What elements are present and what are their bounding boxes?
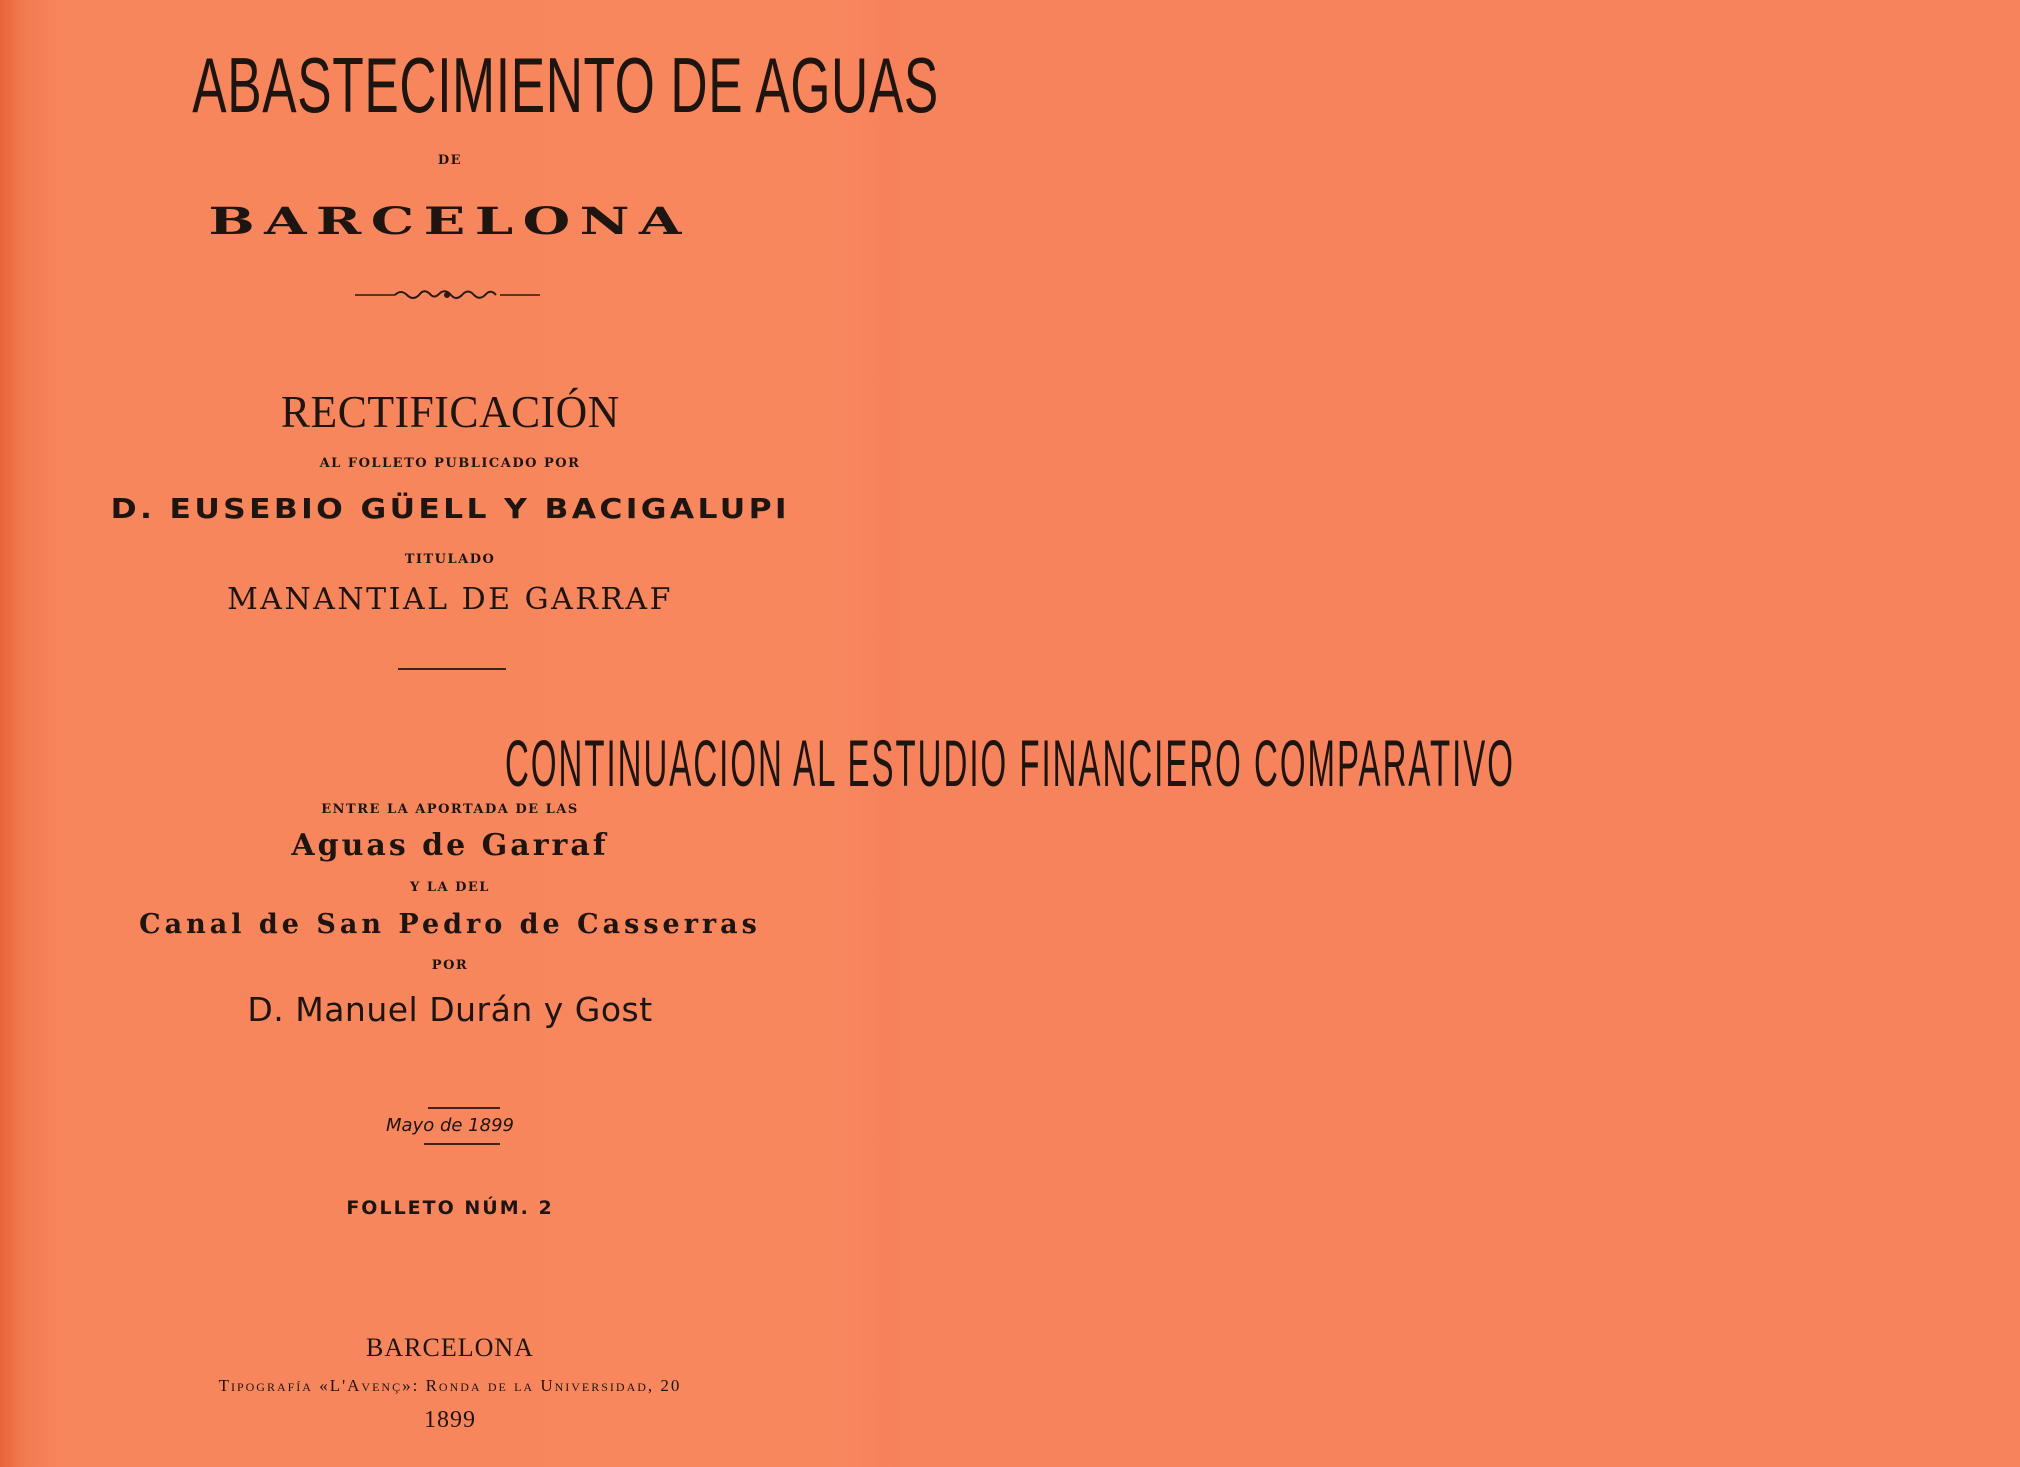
- ornament-divider-icon: [355, 286, 540, 304]
- imprint-printer: Tipografía «L'Avenç»: Ronda de la Universidad, 20: [218, 1376, 682, 1395]
- imprint-city: BARCELONA: [366, 1333, 534, 1362]
- imprint-year: 1899: [424, 1407, 476, 1433]
- continuation-title: [0, 723, 1515, 803]
- folleto-number: FOLLETO NÚM. 2: [346, 1197, 554, 1219]
- original-author-text: D. EUSEBIO GÜELL Y BACIGALUPI: [110, 492, 790, 525]
- de-label: DE: [437, 153, 463, 168]
- original-author: [0, 489, 900, 529]
- city-title-text: BARCELONA: [208, 199, 692, 244]
- divider-rule: [398, 668, 506, 670]
- publication-date: Mayo de 1899: [386, 1115, 514, 1136]
- aguas-de-garraf: Aguas de Garraf: [291, 828, 609, 863]
- main-title-text: ABASTECIMIENTO DE AGUAS: [192, 41, 939, 129]
- city-title: [0, 192, 900, 252]
- heading-text: RECTIFICACIÓN: [280, 386, 620, 437]
- heading-rectificacion: [0, 385, 900, 439]
- entre-label: ENTRE LA APORTADA DE LAS: [321, 802, 579, 817]
- main-title: [0, 40, 939, 130]
- date-rule-top: [428, 1107, 500, 1109]
- y-la-del-label: Y LA DEL: [410, 880, 490, 895]
- al-folleto-label: AL FOLLETO PUBLICADO POR: [319, 456, 581, 471]
- author-name: D. Manuel Durán y Gost: [247, 990, 653, 1029]
- original-title: MANANTIAL DE GARRAF: [227, 582, 673, 617]
- date-rule-bottom: [424, 1143, 500, 1145]
- continuation-text: CONTINUACION AL ESTUDIO FINANCIERO COMPARATIVO: [504, 726, 1515, 800]
- canal-title: Canal de San Pedro de Casserras: [139, 909, 761, 940]
- titulado-label: TITULADO: [404, 552, 496, 567]
- por-label: POR: [431, 958, 469, 973]
